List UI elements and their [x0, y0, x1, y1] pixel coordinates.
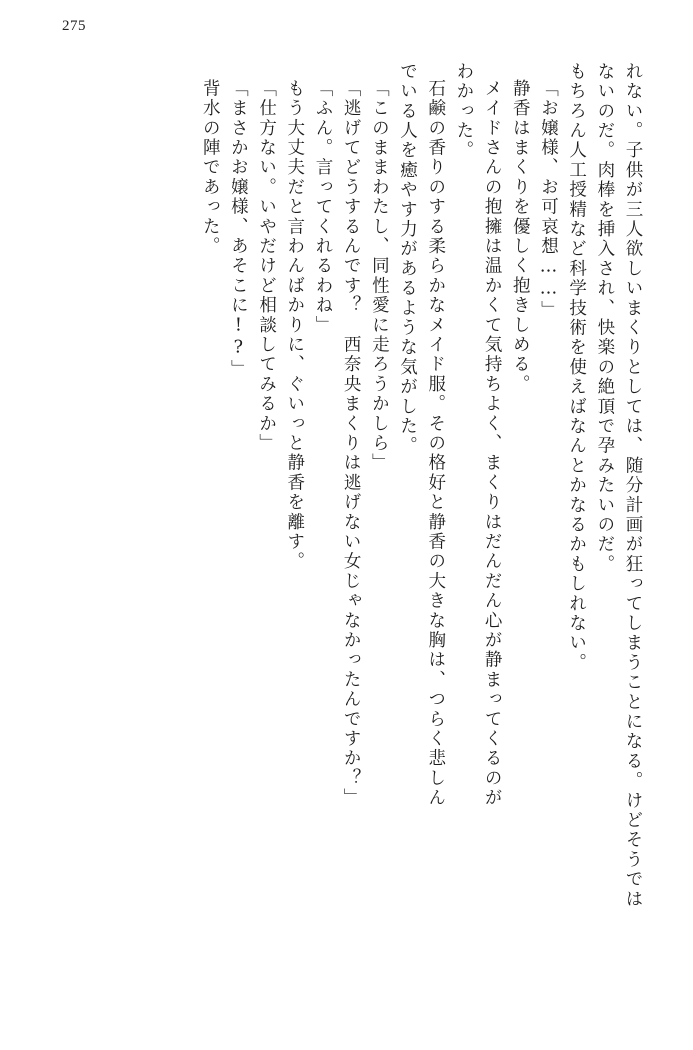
- text-line: れない。子供が三人欲しいまくりとしては、随分計画が狂ってしまうことになる。けどそうでは: [623, 62, 643, 910]
- text-line: わかった。: [453, 62, 474, 161]
- text-line: 「このままわたし、同性愛に走ろうかしら」: [369, 79, 390, 473]
- text-line: 背水の陣であった。: [200, 79, 221, 257]
- text-line: 「まさかお嬢様、あそこに!?」: [228, 79, 249, 380]
- text-line: もちろん人工授精など科学技術を使えばなんとかなるかもしれない。: [566, 62, 587, 673]
- text-line: 「お嬢様、お可哀想……」: [538, 79, 559, 321]
- vertical-text-body: [41, 62, 641, 992]
- text-line: でいる人を癒やす力があるような気がした。: [397, 62, 418, 456]
- text-line: 石鹸の香りのする柔らかなメイド服。その格好と静香の大きな胸は、つらく悲しん: [425, 79, 446, 808]
- text-line: 「仕方ない。いやだけど相談してみるか」: [256, 79, 277, 454]
- text-line: もう大丈夫だと言わんばかりに、ぐいっと静香を離す。: [284, 79, 305, 572]
- text-line: ないのだ。肉棒を挿入され、快楽の絶頂で孕みたいのだ。: [594, 62, 615, 575]
- page-number: 275: [62, 18, 86, 34]
- text-line: メイドさんの抱擁は温かくて気持ちよく、まくりはだんだん心が静まってくるのが: [482, 79, 503, 808]
- text-line: 「ふん。言ってくれるわね」: [312, 79, 333, 336]
- text-line: 「逃げてどうするんです？ 西奈央まくりは逃げない女じゃなかったんですか？」: [341, 79, 362, 808]
- text-line: 静香はまくりを優しく抱きしめる。: [510, 79, 531, 395]
